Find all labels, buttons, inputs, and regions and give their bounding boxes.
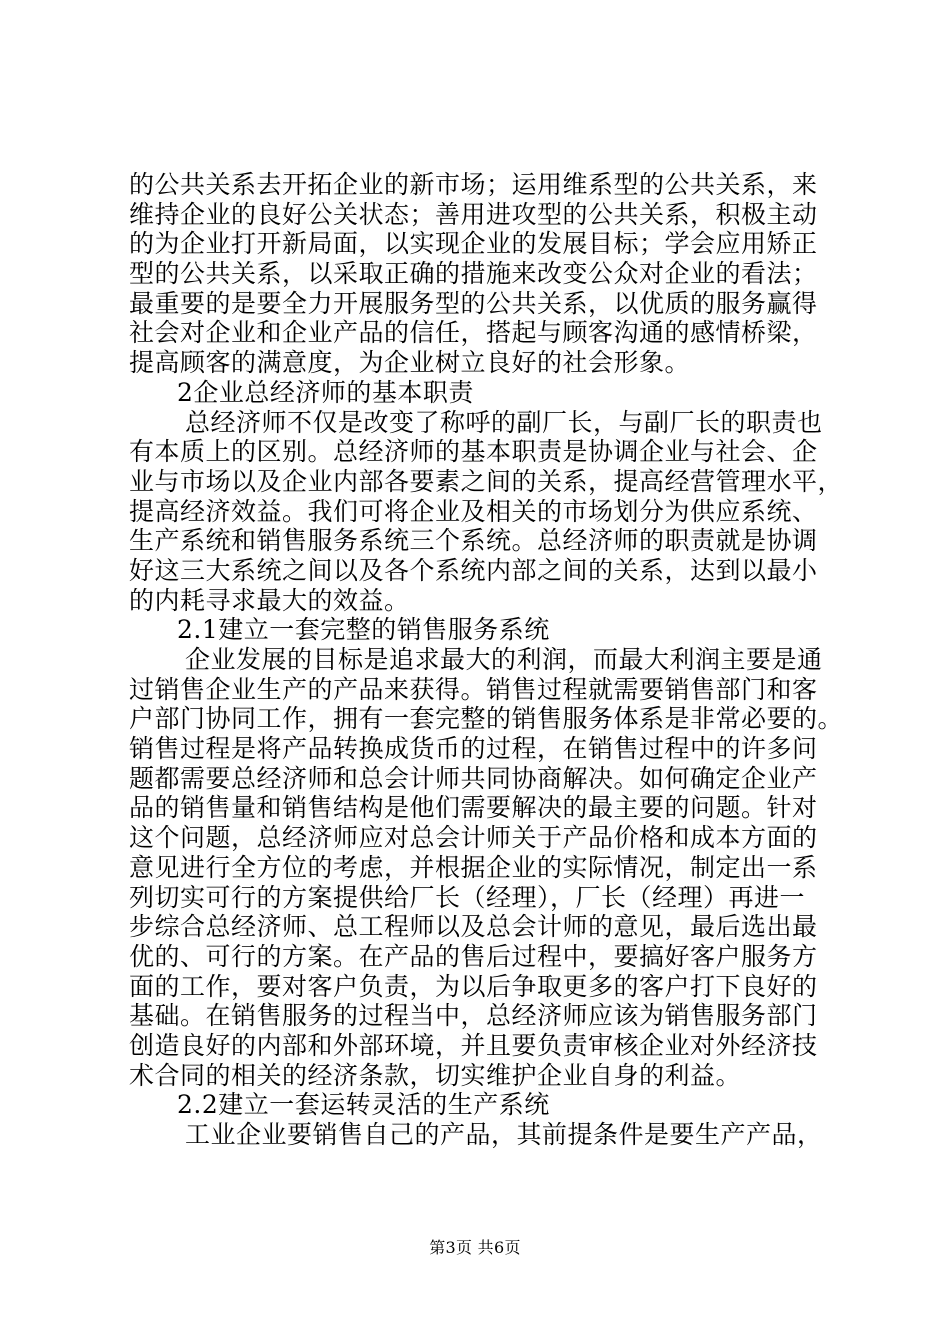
section-heading: 2企业总经济师的基本职责 <box>177 377 474 407</box>
text-line: 型的公共关系，以采取正确的措施来改变公众对企业的看法； <box>129 259 818 289</box>
text-line: 意见进行全方位的考虑，并根据企业的实际情况，制定出一系 <box>129 852 818 882</box>
subsection-heading: 2.2建立一套运转灵活的生产系统 <box>177 1090 550 1120</box>
text-line: 基础。在销售服务的过程当中，总经济师应该为销售服务部门 <box>129 1001 818 1031</box>
text-line: 列切实可行的方案提供给厂长（经理），厂长（经理）再进一 <box>129 882 806 912</box>
text-line: 生产系统和销售服务系统三个系统。总经济师的职责就是协调 <box>129 526 818 556</box>
paragraph-sales-system <box>129 645 844 1090</box>
text-line: 社会对企业和企业产品的信任，搭起与顾客沟通的感情桥梁， <box>129 318 818 348</box>
text-line: 好这三大系统之间以及各个系统内部之间的关系，达到以最小 <box>129 555 818 585</box>
text-line: 户部门协同工作，拥有一套完整的销售服务体系是非常必要的。 <box>129 704 844 734</box>
text-line: 题都需要总经济师和总会计师共同协商解决。如何确定企业产 <box>129 763 818 793</box>
text-line: 业与市场以及企业内部各要素之间的关系，提高经营管理水平， <box>129 466 844 496</box>
text-line: 提高经济效益。我们可将企业及相关的市场划分为供应系统、 <box>129 496 818 526</box>
text-line: 提高顾客的满意度，为企业树立良好的社会形象。 <box>129 348 691 378</box>
text-line: 总经济师不仅是改变了称呼的副厂长，与副厂长的职责也 <box>185 407 823 437</box>
text-line: 品的销售量和销售结构是他们需要解决的最主要的问题。针对 <box>129 793 818 823</box>
text-line: 最重要的是要全力开展服务型的公共关系，以优质的服务赢得 <box>129 288 818 318</box>
subsection-heading: 2.1建立一套完整的销售服务系统 <box>177 615 550 645</box>
paragraph-basic-duties <box>129 407 844 616</box>
paragraph-production-system <box>129 1120 839 1150</box>
text-line: 步综合总经济师、总工程师以及总会计师的意见，最后选出最 <box>129 912 818 942</box>
text-line: 优的、可行的方案。在产品的售后过程中，要搞好客户服务方 <box>129 941 818 971</box>
paragraph-public-relations <box>129 170 839 378</box>
text-line: 创造良好的内部和外部环境，并且要负责审核企业对外经济技 <box>129 1030 818 1060</box>
text-line: 企业发展的目标是追求最大的利润，而最大利润主要是通 <box>185 645 823 674</box>
text-line: 有本质上的区别。总经济师的基本职责是协调企业与社会、企 <box>129 437 818 467</box>
text-line: 工业企业要销售自己的产品，其前提条件是要生产产品， <box>185 1120 823 1149</box>
text-line: 维持企业的良好公关状态；善用进攻型的公共关系，积极主动 <box>129 199 818 229</box>
page-number-footer: 第3页 共6页 <box>429 1238 521 1257</box>
text-line: 的公共关系去开拓企业的新市场；运用维系型的公共关系，来 <box>129 170 818 199</box>
text-line: 销售过程是将产品转换成货币的过程，在销售过程中的许多问 <box>129 734 818 764</box>
text-line: 这个问题，总经济师应对总会计师关于产品价格和成本方面的 <box>129 823 818 853</box>
text-line: 面的工作，要对客户负责，为以后争取更多的客户打下良好的 <box>129 971 818 1001</box>
text-line: 的内耗寻求最大的效益。 <box>129 585 410 615</box>
document-body <box>129 170 844 1150</box>
text-line: 过销售企业生产的产品来获得。销售过程就需要销售部门和客 <box>129 674 818 704</box>
text-line: 术合同的相关的经济条款，切实维护企业自身的利益。 <box>129 1060 742 1090</box>
text-line: 的为企业打开新局面，以实现企业的发展目标；学会应用矫正 <box>129 229 818 259</box>
